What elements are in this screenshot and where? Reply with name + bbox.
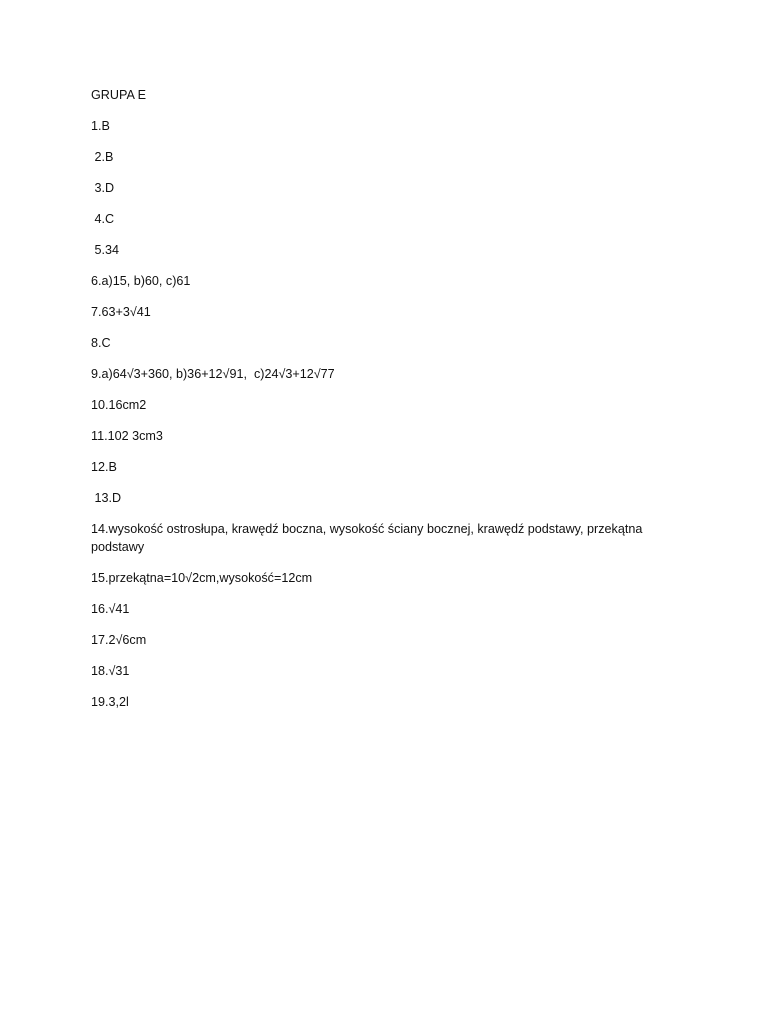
- answer-4: 4.C: [91, 212, 115, 226]
- answer-15: 15.przekątna=10√2cm,wysokość=12cm: [91, 571, 313, 585]
- answer-17: 17.2√6cm: [91, 633, 147, 647]
- answer-18: 18.√31: [91, 664, 130, 678]
- answer-key: [91, 86, 671, 724]
- answer-19: 19.3,2l: [91, 695, 129, 709]
- answer-12: 12.B: [91, 460, 117, 474]
- answer-3: 3.D: [91, 181, 115, 195]
- answer-13: 13.D: [91, 491, 122, 505]
- answer-1: 1.B: [91, 119, 110, 133]
- answer-8: 8.C: [91, 336, 111, 350]
- page-title: GRUPA E: [91, 88, 147, 102]
- answer-6: 6.a)15, b)60, c)61: [91, 274, 191, 288]
- answer-11: 11.102 3cm3: [91, 429, 163, 443]
- answer-9: 9.a)64√3+360, b)36+12√91, c)24√3+12√77: [91, 367, 335, 381]
- answer-5: 5.34: [91, 243, 120, 257]
- answer-2: 2.B: [91, 150, 114, 164]
- answer-10: 10.16cm2: [91, 398, 147, 412]
- answer-7: 7.63+3√41: [91, 305, 151, 319]
- answer-16: 16.√41: [91, 602, 130, 616]
- answer-14: 14.wysokość ostrosłupa, krawędź boczna, wysokość ściany bocznej, krawędź podstawy, przekątna podstawy: [91, 522, 643, 554]
